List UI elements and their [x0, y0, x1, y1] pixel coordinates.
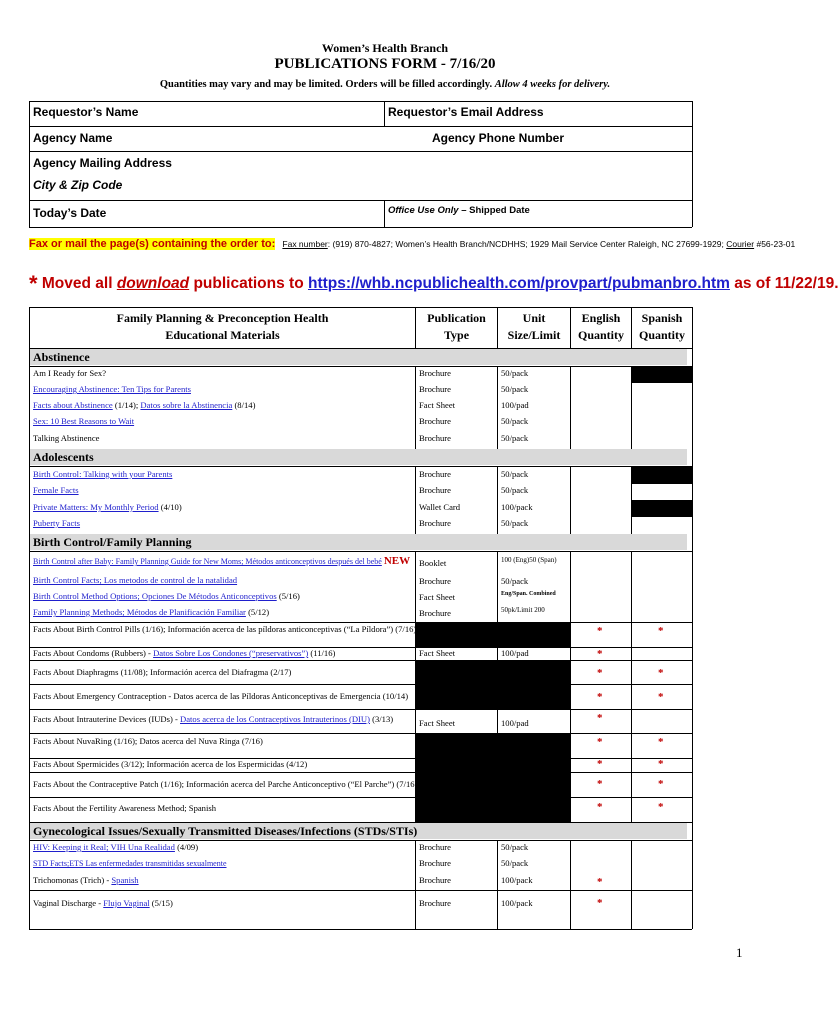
agency-name-field[interactable]: Agency Name — [33, 131, 113, 145]
download-only-marker: * — [597, 897, 603, 909]
download-only-marker: * — [658, 691, 664, 703]
download-only-marker: * — [597, 667, 603, 679]
download-only-marker: * — [597, 736, 603, 748]
table-cell: 50/pack — [501, 384, 529, 394]
table-cell: 100/pad — [501, 648, 529, 658]
table-cell: Booklet — [419, 558, 447, 568]
new-badge: NEW — [383, 555, 411, 567]
office-use-label: Office Use Only – Shipped Date — [388, 205, 530, 216]
publication-link[interactable]: Spanish — [111, 875, 139, 885]
table-cell: 50/pack — [501, 469, 529, 479]
list-item: Talking Abstinence — [33, 433, 100, 443]
table-rule — [497, 366, 498, 449]
table-cell: Brochure — [419, 576, 451, 586]
list-item: Vaginal Discharge - Flujo Vaginal (5/15) — [33, 898, 173, 908]
table-cell: 100 (Eng)50 (Span) — [501, 556, 557, 564]
table-cell: 100/pack — [501, 502, 533, 512]
table-cell: 50/pack — [501, 576, 529, 586]
table-cell: 100/pack — [501, 898, 533, 908]
publication-link[interactable]: Birth Control Facts; Los metodos de control de la natalidad — [33, 575, 238, 585]
list-item: Trichomonas (Trich) - Spanish — [33, 875, 139, 885]
download-only-marker: * — [597, 625, 603, 637]
table-rule — [29, 929, 692, 930]
agency-phone-field[interactable]: Agency Phone Number — [432, 131, 565, 145]
table-cell: 50pk/Limit 200 — [501, 606, 545, 614]
header-spanish-quantity: Spanish Quantity — [638, 311, 685, 342]
list-item — [33, 485, 79, 496]
fax-instructions: Fax or mail the page(s) containing the order to: Fax number: (919) 870-4827; Women’s Health Branch/NCDHHS; 1929 Mail Service Center Raleigh, NC 27699-1929; Courier #56-23-01 — [29, 238, 796, 250]
table-cell: 50/pack — [501, 433, 529, 443]
table-rule — [570, 840, 571, 929]
section-abstinence: Abstinence — [30, 349, 687, 365]
header-english-quantity: English Quantity — [577, 311, 624, 342]
publication-link[interactable]: Birth Control Method Options; Opciones De Métodos Anticonceptivos — [33, 591, 277, 601]
table-cell: Brochure — [419, 384, 451, 394]
table-rule — [29, 466, 692, 467]
download-only-marker: * — [597, 712, 603, 724]
list-item — [33, 518, 80, 529]
publication-link[interactable]: Sex: 10 Best Reasons to Wait — [33, 416, 135, 426]
publication-link[interactable]: STD Facts;ETS Las enfermedades transmitidas sexualmente — [33, 859, 227, 868]
table-rule — [631, 551, 632, 823]
list-item: Facts About Emergency Contraception - Datos acerca de las Píldoras Anticonceptivas de Emergencia (10/14) — [33, 691, 409, 701]
table-rule — [415, 366, 416, 449]
table-rule — [384, 101, 385, 126]
download-only-marker: * — [597, 801, 603, 813]
table-rule — [570, 551, 571, 823]
table-rule — [29, 126, 692, 127]
publication-link[interactable]: Birth Control after Baby: Family Planning Guide for New Moms; Métodos anticonceptivos después del bebé — [33, 557, 382, 566]
table-rule — [29, 797, 692, 798]
download-only-marker: * — [658, 736, 664, 748]
publication-link[interactable]: HIV: Keeping it Real; VIH Una Realidad — [33, 842, 175, 852]
table-cell: Brochure — [419, 469, 451, 479]
fax-number-label: Fax number — [282, 239, 328, 249]
table-cell: Brochure — [419, 433, 451, 443]
table-cell: Brochure — [419, 518, 451, 528]
list-item — [33, 858, 227, 869]
table-rule — [29, 227, 692, 228]
table-rule — [415, 466, 416, 534]
blocked-cell — [416, 661, 570, 709]
publication-link[interactable]: Datos sobre la Abstinencia — [140, 400, 233, 410]
table-cell: Fact Sheet — [419, 400, 456, 410]
list-item: Facts About Intrauterine Devices (IUDs) - Datos acerca de los Contraceptivos Intrauterinos (DIU) (3/13) — [33, 714, 394, 724]
publication-link[interactable]: Puberty Facts — [33, 518, 81, 528]
fax-label: Fax or mail the page(s) containing the order to: — [29, 238, 276, 250]
moved-notice: * Moved all download publications to https://whb.ncpublichealth.com/provpart/pubmanbro.htm as of 11/22/19. — [29, 271, 839, 296]
table-cell: Fact Sheet — [419, 592, 456, 602]
download-only-marker: * — [658, 801, 664, 813]
table-cell: Brochure — [419, 368, 451, 378]
list-item — [33, 575, 237, 586]
table-cell: 100/pad — [501, 718, 529, 728]
blocked-cell — [416, 734, 570, 822]
publication-link[interactable]: Datos acerca de los Contraceptivos Intrauterinos (DIU) — [180, 714, 370, 724]
list-item — [33, 416, 134, 427]
download-only-marker: * — [597, 691, 603, 703]
table-rule — [29, 840, 692, 841]
table-cell: Wallet Card — [419, 502, 461, 512]
table-rule — [631, 840, 632, 929]
table-cell: Fact Sheet — [419, 718, 456, 728]
table-cell: 100/pad — [501, 400, 529, 410]
table-rule — [29, 733, 692, 734]
table-cell: Brochure — [419, 875, 451, 885]
table-rule — [570, 466, 571, 534]
table-rule — [29, 622, 692, 623]
page-number: 1 — [736, 945, 743, 960]
blocked-cell — [632, 467, 692, 484]
list-item: HIV: Keeping it Real; VIH Una Realidad (4/09) — [33, 842, 199, 852]
list-item: Facts About the Contraceptive Patch (1/16); Información acerca del Parche Anticonceptivo (“El Parche”) (7/16) — [33, 779, 418, 789]
list-item: Facts About Diaphragms (11/08); Información acerca del Diafragma (2/17) — [33, 667, 292, 677]
header-publication-type: Publication Type — [427, 311, 486, 342]
download-only-marker: * — [597, 778, 603, 790]
table-cell: 100/pack — [501, 875, 533, 885]
table-rule — [570, 366, 571, 449]
table-rule — [29, 101, 30, 227]
table-cell: Brochure — [419, 858, 451, 868]
table-cell: 50/pack — [501, 842, 529, 852]
table-rule — [29, 772, 692, 773]
table-cell: 50/pack — [501, 858, 529, 868]
download-only-marker: * — [658, 667, 664, 679]
publication-link[interactable]: Birth Control: Talking with your Parents — [33, 469, 173, 479]
table-rule — [29, 551, 692, 552]
table-rule — [29, 709, 692, 710]
table-cell: Brochure — [419, 842, 451, 852]
blocked-cell — [416, 623, 570, 647]
list-item: Birth Control Method Options; Opciones De Métodos Anticonceptivos (5/16) — [33, 591, 300, 601]
section-adolescents: Adolescents — [30, 449, 687, 465]
table-cell: Eng/Span. Combined — [501, 591, 556, 597]
requestor-email-field[interactable]: Requestor’s Email Address — [388, 105, 544, 119]
table-rule — [497, 466, 498, 534]
list-item: Facts about Abstinence (1/14); Datos sobre la Abstinencia (8/14) — [33, 400, 256, 410]
table-cell: Brochure — [419, 485, 451, 495]
publication-link[interactable]: Private Matters: My Monthly Period — [33, 502, 159, 512]
blocked-cell — [632, 367, 692, 383]
list-item: Facts About Birth Control Pills (1/16); Información acerca de las píldoras anticonceptivas (“La Píldora”) (7/16) — [33, 624, 417, 634]
publication-link[interactable]: Flujo Vaginal — [103, 898, 150, 908]
table-cell: 50/pack — [501, 368, 529, 378]
publication-link[interactable]: Female Facts — [33, 485, 79, 495]
table-rule — [29, 660, 692, 661]
table-cell: Fact Sheet — [419, 648, 456, 658]
table-rule — [29, 684, 692, 685]
list-item: Facts About NuvaRing (1/16); Datos acerca del Nuva Ringa (7/16) — [33, 736, 263, 746]
table-rule — [692, 101, 693, 227]
list-item: Facts About Condoms (Rubbers) - Datos Sobre Los Condones (“preservativos”) (11/16) — [33, 648, 336, 658]
download-only-marker: * — [658, 778, 664, 790]
todays-date-field[interactable]: Today’s Date — [33, 206, 107, 220]
download-only-marker: * — [658, 625, 664, 637]
publications-url-link[interactable]: https://whb.ncpublichealth.com/provpart/pubmanbro.htm — [307, 275, 730, 292]
table-rule — [692, 307, 693, 929]
section-birth-control: Birth Control/Family Planning — [30, 534, 687, 550]
branch-name: Women’s Health Branch — [321, 41, 449, 55]
table-rule — [384, 200, 385, 227]
list-item: Family Planning Methods; Métodos de Planificación Familiar (5/12) — [33, 607, 270, 617]
table-rule — [29, 366, 692, 367]
table-cell: Brochure — [419, 608, 451, 618]
list-item — [33, 469, 172, 480]
list-item: Facts About the Fertility Awareness Method; Spanish — [33, 803, 217, 813]
download-only-marker: * — [597, 876, 603, 888]
table-cell: Brochure — [419, 416, 451, 426]
table-rule — [29, 200, 692, 201]
blocked-cell — [632, 500, 692, 517]
publication-link[interactable]: Family Planning Methods; Métodos de Planificación Familiar — [33, 607, 246, 617]
publication-link[interactable]: Facts about Abstinence — [33, 400, 113, 410]
header-unit-size: Unit Size/Limit — [507, 311, 561, 342]
download-only-marker: * — [658, 758, 664, 770]
table-rule — [415, 840, 416, 929]
download-only-marker: * — [597, 758, 603, 770]
form-title: PUBLICATIONS FORM - 7/16/20 — [274, 56, 496, 72]
header-title: Family Planning & Preconception Health Educational Materials — [116, 311, 329, 342]
table-cell: 50/pack — [501, 518, 529, 528]
city-zip-field[interactable]: City & Zip Code — [33, 178, 123, 192]
list-item: Am I Ready for Sex? — [33, 368, 107, 378]
publication-link[interactable]: Datos Sobre Los Condones (“preservativos”) — [153, 648, 309, 658]
table-rule — [497, 840, 498, 929]
list-item: Facts About Spermicides (3/12); Información acerca de los Espermicidas (4/12) — [33, 759, 308, 769]
table-cell: 50/pack — [501, 416, 529, 426]
section-gyn: Gynecological Issues/Sexually Transmitted Diseases/Infections (STDs/STIs) — [30, 823, 687, 839]
download-only-marker: * — [597, 648, 603, 660]
publication-link[interactable]: Encouraging Abstinence: Ten Tips for Parents — [33, 384, 191, 394]
quantity-note: Quantities may vary and may be limited. Orders will be filled accordingly. Allow 4 weeks for delivery. — [159, 79, 611, 90]
table-rule — [29, 151, 692, 152]
table-cell: Brochure — [419, 898, 451, 908]
table-cell: 50/pack — [501, 485, 529, 495]
table-rule — [29, 307, 692, 308]
mailing-address-field[interactable]: Agency Mailing Address — [33, 156, 172, 170]
list-item — [33, 384, 191, 395]
table-rule — [29, 822, 692, 823]
table-rule — [29, 890, 692, 891]
list-item: Private Matters: My Monthly Period (4/10) — [33, 502, 182, 512]
list-item — [33, 556, 410, 567]
courier-label: Courier — [726, 239, 755, 249]
requestor-name-field[interactable]: Requestor’s Name — [33, 105, 139, 119]
table-rule — [29, 101, 692, 102]
